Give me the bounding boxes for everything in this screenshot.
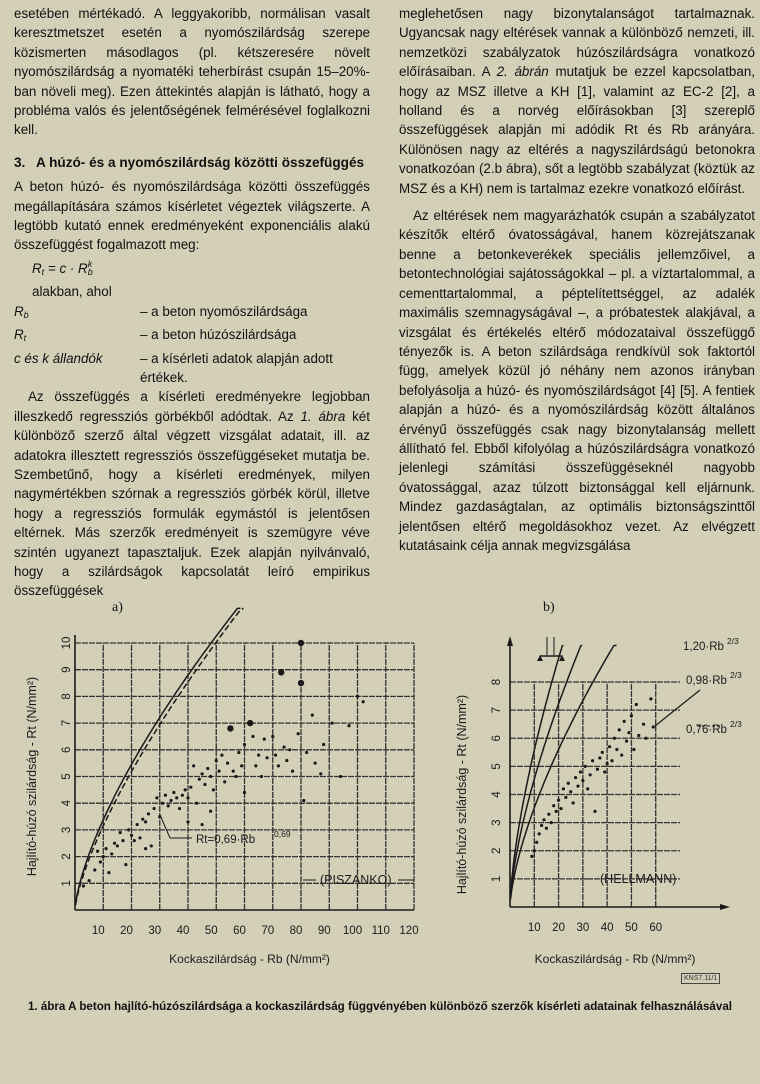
formula-lhs-sub: t (41, 266, 45, 277)
data-point (260, 775, 263, 778)
data-point (618, 728, 621, 731)
data-point (121, 839, 124, 842)
y-tick-label: 7 (491, 706, 503, 714)
data-point (198, 778, 201, 781)
data-point (104, 847, 107, 850)
data-point (552, 804, 555, 807)
data-point (107, 871, 110, 874)
data-point (226, 762, 229, 765)
data-point (169, 799, 172, 802)
data-point (579, 770, 582, 773)
data-point (215, 759, 218, 762)
data-point (201, 772, 204, 775)
data-point (93, 868, 96, 871)
x-tick-label: 30 (148, 925, 162, 937)
data-point (574, 776, 577, 779)
x-tick-label: 120 (399, 925, 419, 937)
data-point (322, 743, 325, 746)
data-point (610, 759, 613, 762)
x-tick-label: 30 (576, 922, 590, 934)
data-point (652, 725, 655, 728)
data-point (178, 807, 181, 810)
definition-desc: – a beton nyomószilárdsága (140, 303, 308, 319)
data-point (277, 764, 280, 767)
regression-curve (511, 645, 617, 899)
data-point (186, 820, 189, 823)
x-tick-label: 50 (625, 922, 638, 934)
panel-a-label: a) (112, 600, 123, 615)
data-point (263, 738, 266, 741)
curve-label-exponent: 0,69 (274, 829, 291, 839)
data-point (227, 725, 233, 731)
y-tick-label: 4 (61, 799, 73, 807)
y-tick-label: 2 (491, 847, 503, 854)
data-point (305, 751, 308, 754)
definition-symbol: $R_b$ (14, 303, 29, 320)
data-point (559, 807, 562, 810)
data-point (644, 737, 647, 740)
panel-b-label: b) (543, 600, 555, 615)
data-point (116, 844, 119, 847)
x-tick-label: 40 (176, 925, 190, 937)
y-tick-label: 8 (61, 693, 73, 700)
data-point (589, 773, 592, 776)
data-point (257, 754, 260, 757)
data-point (330, 722, 333, 725)
data-point (144, 847, 147, 850)
x-tick-label: 100 (342, 925, 363, 937)
data-point (567, 782, 570, 785)
formula-rhs-sub: b (87, 266, 93, 277)
y-axis-label: Hajlító-húzó szilárdság - Rt (N/mm²) (25, 676, 39, 877)
data-point (297, 732, 300, 735)
curve-label-exponent: 2/3 (730, 670, 742, 680)
data-point (637, 734, 640, 737)
data-point (298, 640, 304, 646)
definition-desc: – a beton húzószilárdsága (140, 327, 297, 343)
y-tick-label: 7 (61, 719, 73, 727)
x-tick-label: 10 (527, 922, 541, 934)
definitions-intro: alakban, ahol (32, 284, 112, 300)
data-point (302, 799, 305, 802)
data-point (223, 780, 226, 783)
y-tick-label: 6 (61, 746, 73, 754)
data-point (593, 810, 596, 813)
data-point (606, 762, 609, 765)
y-tick-label: 3 (61, 826, 73, 834)
data-point (572, 801, 575, 804)
y-tick-label: 10 (61, 636, 73, 650)
data-point (545, 827, 548, 830)
curve-label: 0,98·Rb (686, 675, 727, 687)
data-point (613, 737, 616, 740)
data-point (237, 751, 240, 754)
data-point (282, 746, 285, 749)
data-point (102, 855, 105, 858)
y-tick-label: 9 (61, 666, 73, 673)
y-tick-label: 2 (61, 853, 73, 860)
data-point (623, 720, 626, 723)
figure-caption: 1. ábra A beton hajlító-húzószilárdsága a kockaszilárdság függvényében különböző szerzők kísérleti adatainak felhasználásával (27, 1000, 732, 1013)
y-tick-label: 6 (491, 735, 503, 742)
data-point (564, 796, 567, 799)
data-point (615, 748, 618, 751)
y-axis-arrow (507, 636, 513, 646)
data-point (189, 786, 192, 789)
data-point (88, 879, 91, 882)
data-point (562, 787, 565, 790)
data-point (110, 852, 113, 855)
curve-label-leader (655, 690, 700, 726)
data-point (209, 810, 212, 813)
data-point (240, 764, 243, 767)
x-tick-label: 60 (649, 922, 663, 934)
y-tick-label: 1 (61, 880, 73, 887)
y-tick-label: 5 (491, 763, 503, 770)
data-point (620, 754, 623, 757)
data-point (184, 788, 187, 791)
data-point (164, 794, 167, 797)
data-point (201, 823, 204, 826)
y-tick-label: 4 (491, 791, 503, 798)
x-tick-label: 50 (204, 925, 218, 937)
regression-curve (511, 645, 583, 897)
data-point (627, 731, 630, 734)
data-point (347, 724, 350, 727)
data-point (113, 842, 116, 845)
formula-rhs-sup: k (87, 258, 93, 269)
data-point (232, 770, 235, 773)
paragraph-differences: Az eltérések nem magyarázhatók csupán a szabályzatot készítők eltérő óvatosságával, hanem közrejátszanak benne a betonkeverékek speciális jellemzőivel, a betontechnológiai sajátosságokkal – pl. a víztartalommal, a cementtartalommal, a péptelítettséggel, az adalék maximális szemnagyságával –, a próbatestek alakjával, a vizsgálat és értékelés eltérő módozataival összefüggő tényezők is. A beton szilárdsága rendkívül sok faktortól függ, amelyek közül jó néhány nem azonos irányban befolyásolja a húzó- és nyomószilárdságot [4] [5]. A fentiek alapján a húzó- és a nyomószilárdság között általános érvényű összefüggés csak nagy bizonytalanság mellett állítható fel. Ebből kifolyólag a húzószilárdságra vonatkozó jelenlegi számítási összefüggéseknél nagyobb óvatossággal, azaz túlzott biztonsággal kell eljárnunk. Mindez gazdaságtalan, az optimális biztonságszinttől jelentősen eltérő megoldásokhoz vezet. Az elvégzett kutatásaink célja annak megvizsgálása (399, 208, 755, 553)
data-point (596, 768, 599, 771)
data-point (138, 836, 141, 839)
data-point (150, 844, 153, 847)
data-point (584, 765, 587, 768)
data-point (291, 770, 294, 773)
curve-label-leader (160, 815, 192, 838)
data-point (278, 669, 284, 675)
data-point (130, 834, 133, 837)
data-point (569, 790, 572, 793)
data-point (298, 680, 304, 686)
data-point (172, 791, 175, 794)
data-point (186, 796, 189, 799)
data-point (542, 818, 545, 821)
data-point (630, 714, 633, 717)
data-point (96, 850, 99, 853)
data-point (540, 824, 543, 827)
data-point (288, 748, 291, 751)
data-point (254, 764, 257, 767)
data-point (538, 832, 541, 835)
chart-title: (HELLMANN) (600, 872, 677, 886)
data-point (550, 821, 553, 824)
data-point (555, 810, 558, 813)
data-point (598, 756, 601, 759)
data-point (181, 794, 184, 797)
data-point (591, 759, 594, 762)
section-number: 3. (14, 154, 26, 170)
data-point (155, 796, 158, 799)
data-point (601, 751, 604, 754)
x-tick-label: 90 (317, 925, 331, 937)
y-tick-label: 3 (491, 819, 503, 826)
x-axis-label: Kockaszilárdság - Rb (N/mm²) (534, 952, 696, 966)
data-point (212, 788, 215, 791)
x-tick-label: 20 (120, 925, 133, 937)
formula-eq: = c · R (44, 260, 88, 276)
data-point (649, 697, 652, 700)
data-point (285, 759, 288, 762)
data-point (127, 828, 130, 831)
data-point (195, 802, 198, 805)
data-point (581, 779, 584, 782)
data-point (124, 863, 127, 866)
x-axis-label: Kockaszilárdság - Rb (N/mm²) (169, 952, 330, 966)
data-point (314, 762, 317, 765)
data-point (206, 767, 209, 770)
data-point (356, 695, 359, 698)
data-point (642, 723, 645, 726)
formula-lhs: R (32, 260, 42, 276)
data-point (243, 743, 246, 746)
data-point (635, 703, 638, 706)
data-point (136, 823, 139, 826)
data-point (319, 772, 322, 775)
y-tick-label: 5 (61, 773, 73, 780)
data-point (141, 818, 144, 821)
x-tick-label: 40 (600, 922, 614, 934)
data-point (99, 860, 102, 863)
x-tick-label: 20 (552, 922, 565, 934)
data-point (153, 807, 156, 810)
x-tick-label: 60 (233, 925, 246, 937)
data-point (192, 764, 195, 767)
x-tick-label: 70 (261, 925, 275, 937)
data-point (175, 796, 178, 799)
data-point (144, 820, 147, 823)
definition-symbol: c és k állandók (14, 350, 103, 366)
curve-label: 1,20·Rb (683, 641, 724, 653)
paragraph-regression: Az összefüggés a kísérleti eredményekre legjobban illeszkedő regressziós görbékből adódtak. Az 1. ábra két különböző szerző által végzett vizsgálat adatait, ill. az adatokra illesztett regressziós összefüggéseket mutatja be. Szembetűnő, hogy a kísérleti eredmények, milyen nagymértékben szórnak a regressziós görbék körül, illetve hogy a regressziós formulák egymástól is jelentősen eltérnek. Más szerzők eredményeit is szemügyre véve szintén ugyanezt tapasztaljuk. Ezek alapján nyilvánvaló, hogy a szilárdságok kapcsolatát leíró empirikus összefüggések (14, 389, 370, 599)
data-point (133, 839, 136, 842)
data-point (119, 831, 122, 834)
data-point (274, 754, 277, 757)
y-axis-label: Hajlító-húzó szilárdság - Rt (N/mm²) (455, 694, 469, 895)
data-point (576, 784, 579, 787)
data-point (234, 775, 237, 778)
data-point (557, 799, 560, 802)
data-point (203, 783, 206, 786)
data-point (530, 855, 533, 858)
data-point (339, 775, 342, 778)
curve-label: Rt=0,69·Rb (196, 834, 256, 846)
data-point (266, 756, 269, 759)
paragraph-uncertainty: meglehetősen nagy bizonytalanságot tartalmaznak. Ugyancsak nagy eltérések vannak a különböző nemzeti, ill. nemzetközi szabályzatok húzószilárdságra vonatkozó előírásaiban. A 2. ábrán mutatjuk be ezzel kapcsolatban, hogy az MSZ illetve a KH [1], valamint az EC-2 [2], a holland és a norvég előírásokban [3] szereplő összefüggések alapján mi adódik Rt és Rb arányára. Különösen nagy az eltérés a nagyszilárdságú betonokra vonatkozóan (2.b ábra), sőt a legtöbb szabályzat (köztük az MSZ és a KH) nem is tartalmaz ezekre vonatkozó előírást. (399, 6, 755, 196)
data-point (311, 713, 314, 716)
data-point (625, 739, 628, 742)
y-tick-label: 1 (491, 875, 503, 883)
data-point (271, 735, 274, 738)
x-axis-arrow (720, 904, 730, 910)
chart-title: (PISZANKO) (320, 873, 392, 887)
x-tick-label: 10 (91, 925, 105, 937)
y-tick-label: 8 (491, 678, 503, 686)
data-point (632, 748, 635, 751)
curve-label-exponent: 2/3 (730, 719, 742, 729)
x-tick-label: 80 (289, 925, 303, 937)
data-point (362, 700, 365, 703)
data-point (603, 770, 606, 773)
data-point (608, 745, 611, 748)
definition-symbol: $R_t$ (14, 327, 27, 344)
data-point (147, 812, 150, 815)
data-point (535, 841, 538, 844)
definition-desc: – a kísérleti adatok alapján adott értékek. (140, 350, 333, 385)
section-title: A húzó- és a nyomószilárdság közötti összefüggés (36, 154, 365, 170)
data-point (167, 804, 170, 807)
paragraph-relationship: A beton húzó- és nyomószilárdsága közötti összefüggés megállapítására számos kísérletet végeztek világszerte. A legtöbb kutató ennek eredményeként exponenciális alakú összefüggést fogalmazott meg: (14, 179, 370, 253)
x-tick-label: 110 (371, 925, 390, 937)
data-point (251, 735, 254, 738)
data-point (243, 791, 246, 794)
data-point (82, 884, 85, 887)
data-point (217, 770, 220, 773)
paragraph-intro: esetében mértékadó. A leggyakoribb, normálisan vasalt keresztmetszet esetén a nyomószilárdság szerepe közismerten másodlagos (pl. kétszeresére növelt nyomószilárdság a nyomatéki teherbírást csupán 15–20%-ban növeli meg). Ezen áttekintés alapján is látható, hogy a probléma valós és jelentőségének felmérésével foglalkozni kell. (14, 6, 370, 138)
data-point (161, 802, 164, 805)
curve-label-exponent: 2/3 (727, 636, 739, 646)
data-point (209, 775, 212, 778)
data-point (547, 813, 550, 816)
curve-label: 0,76·Rb (686, 724, 727, 736)
figure-stamp: KNS7.11/1 (681, 973, 720, 984)
data-point (533, 849, 536, 852)
data-point (586, 787, 589, 790)
data-point (220, 754, 223, 757)
data-point (247, 720, 253, 726)
